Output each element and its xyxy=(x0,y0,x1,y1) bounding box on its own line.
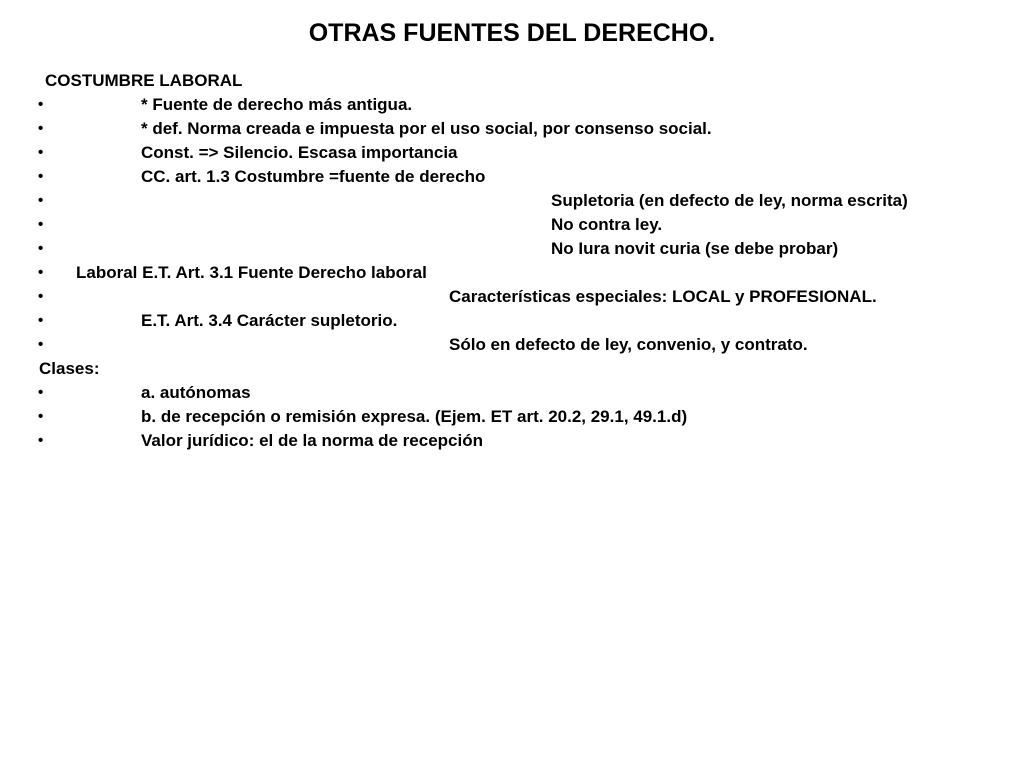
bullet-line xyxy=(0,213,1024,237)
bullet-line xyxy=(0,381,1024,405)
bullet-marker: • xyxy=(38,432,44,449)
bullet-text: Supletoria (en defecto de ley, norma escrita) xyxy=(551,191,908,210)
clases-heading-line xyxy=(0,357,1024,381)
bullet-text: Const. => Silencio. Escasa importancia xyxy=(141,143,458,162)
bullet-text: No Iura novit curia (se debe probar) xyxy=(551,239,839,258)
bullet-marker: • xyxy=(38,264,44,281)
bullet-line xyxy=(0,261,1024,285)
bullet-line xyxy=(0,237,1024,261)
bullet-text: * def. Norma creada e impuesta por el uso social, por consenso social. xyxy=(141,119,712,138)
bullet-line xyxy=(0,309,1024,333)
bullet-text: b. de recepción o remisión expresa. (Ejem. ET art. 20.2, 29.1, 49.1.d) xyxy=(141,407,688,426)
bullet-marker: • xyxy=(38,312,44,329)
bullet-marker: • xyxy=(38,336,44,353)
bullet-text: CC. art. 1.3 Costumbre =fuente de derecho xyxy=(141,167,486,186)
bullet-marker: • xyxy=(38,240,44,257)
bullet-line xyxy=(0,333,1024,357)
bullet-text: a. autónomas xyxy=(141,383,251,402)
bullet-marker: • xyxy=(38,192,44,209)
bullet-text: Laboral E.T. Art. 3.1 Fuente Derecho laboral xyxy=(76,263,427,282)
section-heading: COSTUMBRE LABORAL xyxy=(45,71,243,90)
bullet-line xyxy=(0,429,1024,453)
bullet-text: Valor jurídico: el de la norma de recepción xyxy=(141,431,483,450)
bullet-text: * Fuente de derecho más antigua. xyxy=(141,95,413,114)
bullet-line xyxy=(0,165,1024,189)
bullet-marker: • xyxy=(38,408,44,425)
bullet-line xyxy=(0,141,1024,165)
bullet-text: Características especiales: LOCAL y PROFESIONAL. xyxy=(449,287,877,306)
section-heading-line xyxy=(0,69,1024,93)
clases-heading: Clases: xyxy=(39,359,100,378)
bullet-marker: • xyxy=(38,120,44,137)
bullet-text: E.T. Art. 3.4 Carácter supletorio. xyxy=(141,311,398,330)
bullet-line xyxy=(0,285,1024,309)
bullet-marker: • xyxy=(38,216,44,233)
bullet-marker: • xyxy=(38,168,44,185)
bullet-text: No contra ley. xyxy=(551,215,663,234)
bullet-marker: • xyxy=(38,144,44,161)
bullet-line xyxy=(0,117,1024,141)
bullet-marker: • xyxy=(38,384,44,401)
bullet-line xyxy=(0,405,1024,429)
bullet-line xyxy=(0,189,1024,213)
bullet-marker: • xyxy=(38,288,44,305)
slide-content xyxy=(0,69,1024,453)
bullet-line xyxy=(0,93,1024,117)
slide-title: OTRAS FUENTES DEL DERECHO. xyxy=(308,19,716,47)
bullet-text: Sólo en defecto de ley, convenio, y contrato. xyxy=(449,335,808,354)
bullet-marker: • xyxy=(38,96,44,113)
